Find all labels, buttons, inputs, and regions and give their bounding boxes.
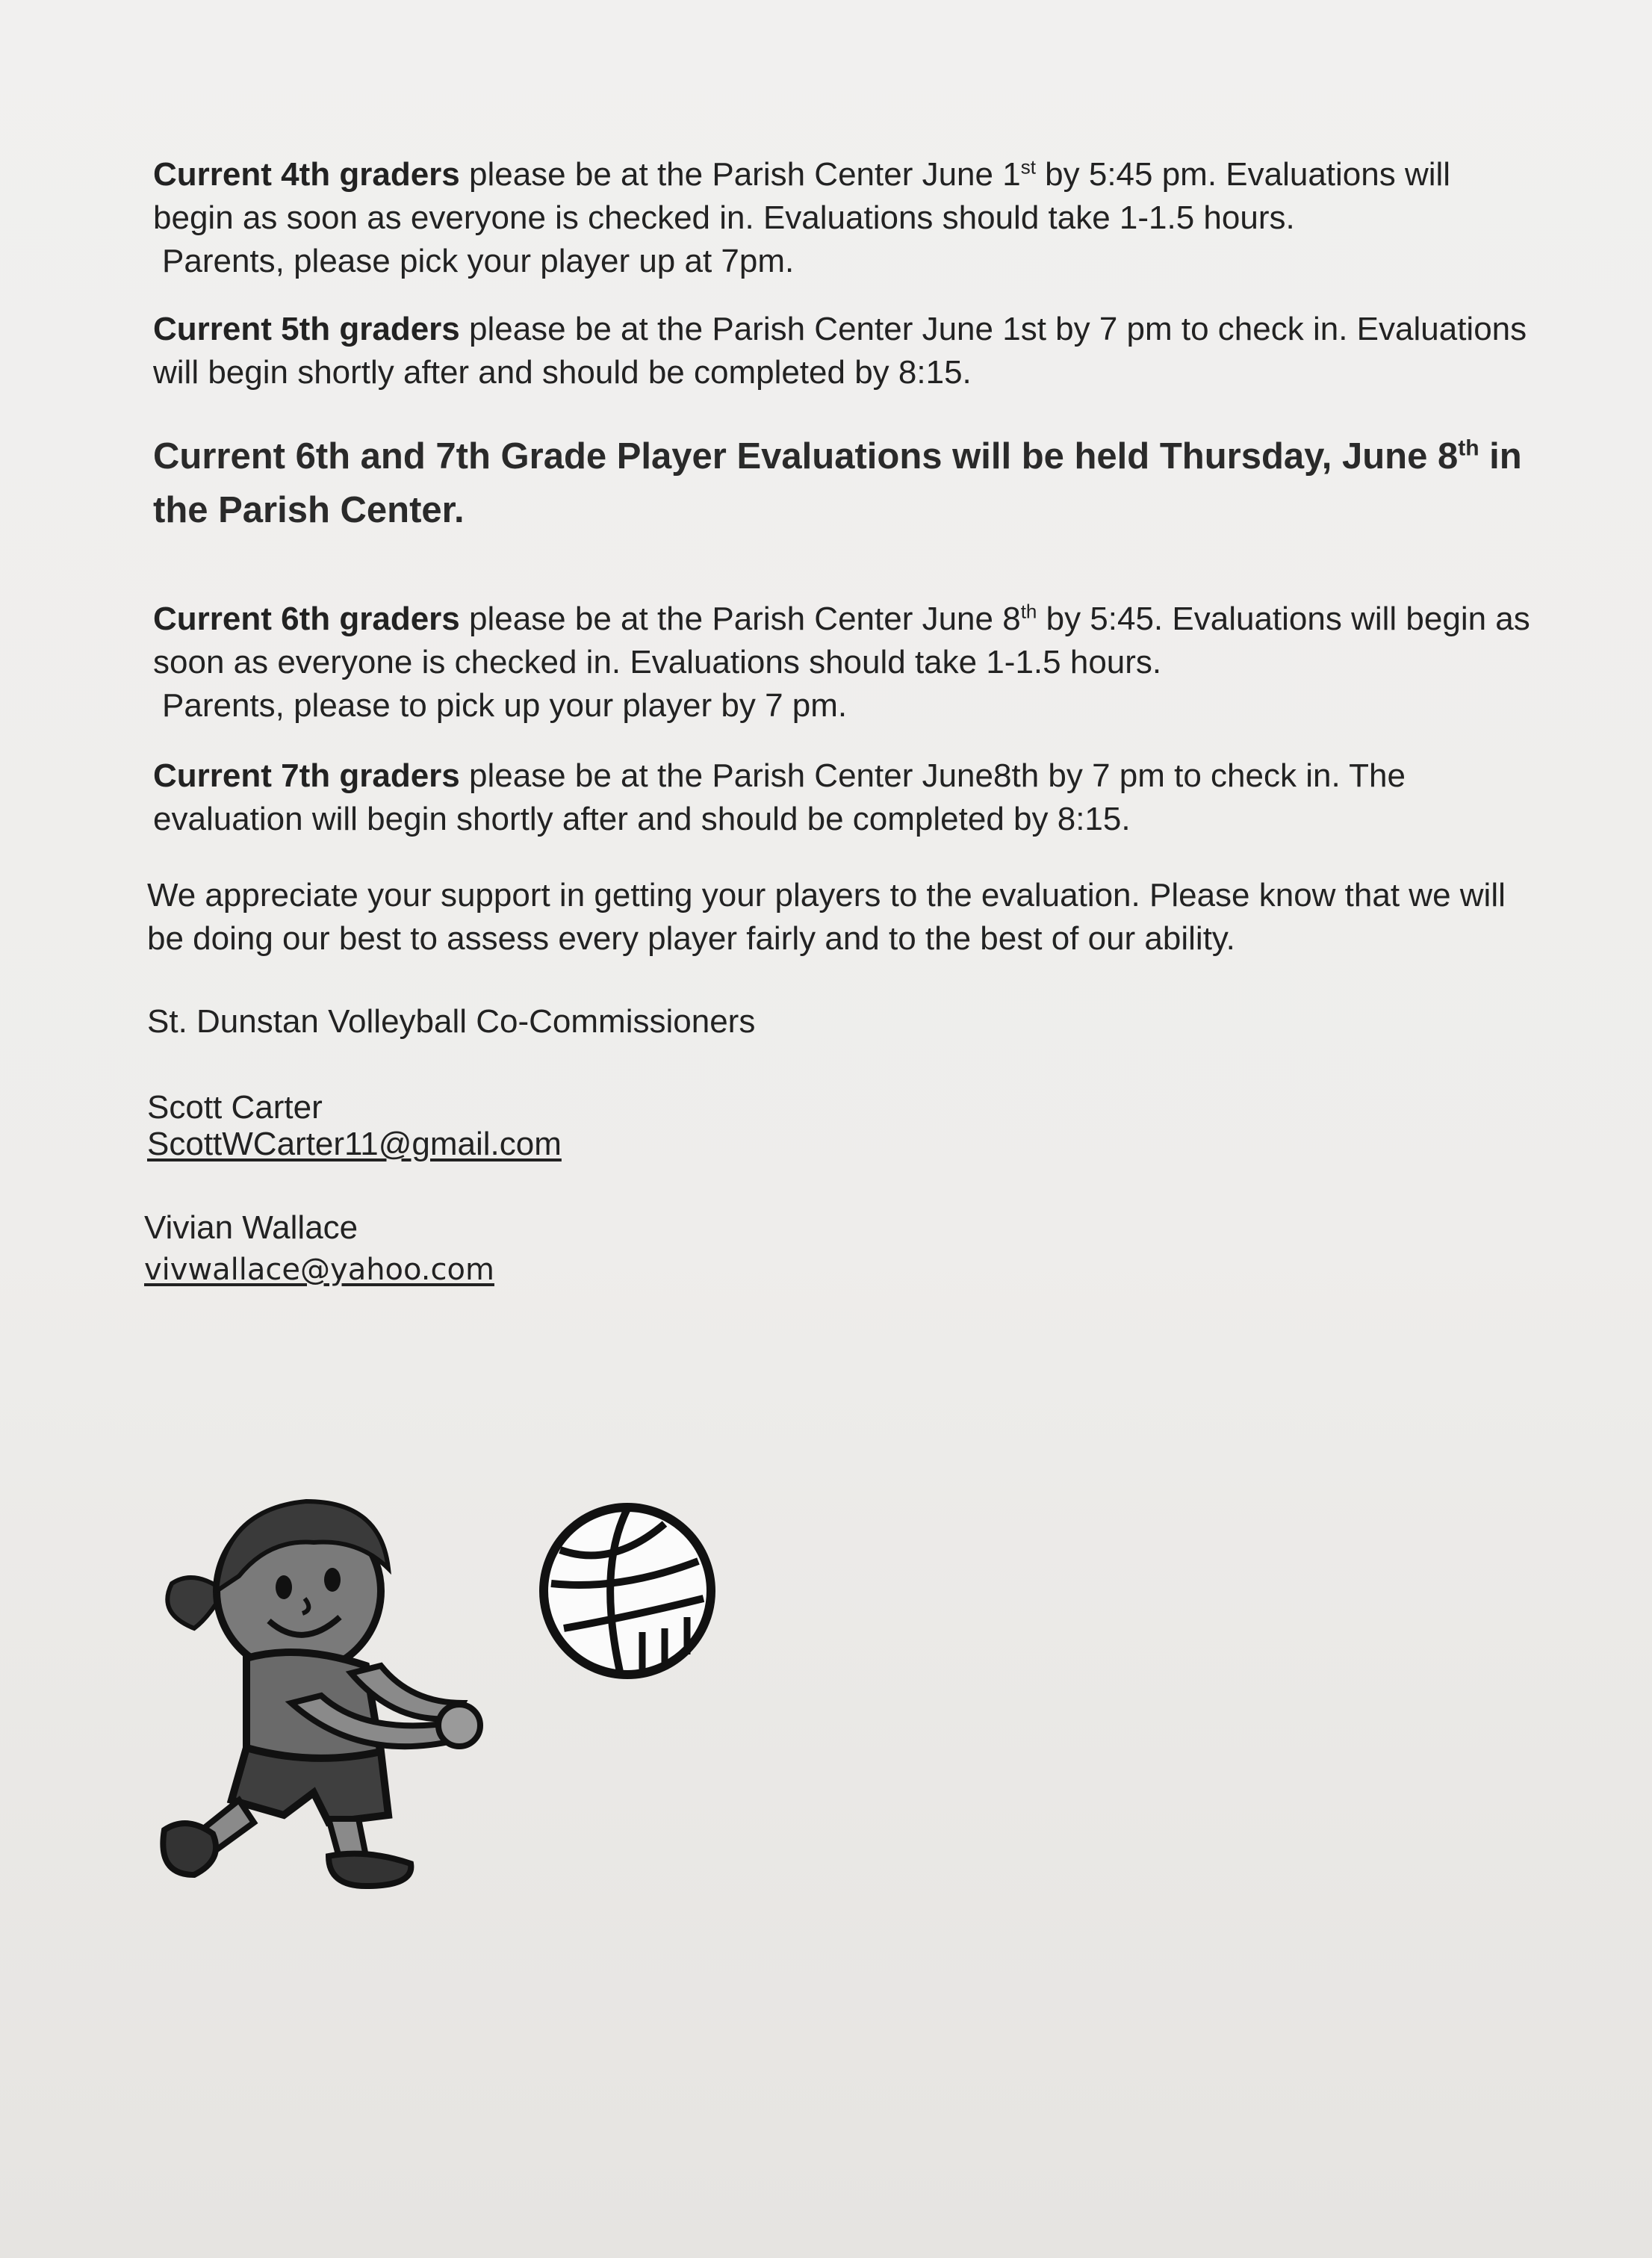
- paragraph-5th-graders: [153, 308, 1535, 394]
- paragraph-4th-graders: [153, 153, 1535, 283]
- contact-email-1[interactable]: ScottWCarter11@gmail.com: [147, 1126, 562, 1162]
- p3-text2: by 5:45. Evaluations will begin as soon as everyone is checked in. Evaluations should take 1-1.5 hours.: [153, 601, 1530, 680]
- volleyball-icon: [544, 1507, 711, 1675]
- bold-lead-4th: Current 4th graders: [153, 156, 460, 193]
- signoff: St. Dunstan Volleyball Co-Commissioners: [147, 1003, 756, 1040]
- p2-text: please be at the Parish Center June 1st by 7 pm to check in. Evaluations will begin shortly after and should be completed by 8:15.: [153, 311, 1527, 391]
- paragraph-6th-graders: [153, 598, 1535, 728]
- bold-lead-7th: Current 7th graders: [153, 757, 460, 794]
- bold-lead-5th: Current 5th graders: [153, 311, 460, 347]
- p1-text2: by 5:45 pm. Evaluations will begin as soon as everyone is checked in. Evaluations should take 1-1.5 hours.: [153, 156, 1451, 236]
- contact-name-1: Scott Carter: [147, 1089, 323, 1126]
- heading-text1: Current 6th and 7th Grade Player Evaluations will be held Thursday, June 8: [153, 436, 1459, 477]
- contact-email-2[interactable]: vivwallace@yahoo.com: [144, 1253, 494, 1287]
- volleyball-player-girl-icon: [142, 1479, 724, 1897]
- p3-sup: th: [1020, 600, 1037, 623]
- paragraph-appreciation: We appreciate your support in getting your players to the evaluation. Please know that we will be doing our best to assess every player fairly and to the best of our ability.: [147, 877, 1506, 957]
- heading-text2: in the Parish Center.: [153, 436, 1522, 530]
- evaluation-heading: [153, 429, 1535, 537]
- p3-text3: Parents, please to pick up your player by 7 pm.: [162, 687, 848, 724]
- p1-text3: Parents, please pick your player up at 7pm.: [162, 243, 795, 279]
- p4-text: please be at the Parish Center June8th by 7 pm to check in. The evaluation will begin shortly after and should be completed by 8:15.: [153, 757, 1406, 837]
- paragraph-7th-graders: [153, 754, 1535, 841]
- contact-name-2: Vivian Wallace: [144, 1209, 358, 1246]
- bold-lead-6th: Current 6th graders: [153, 601, 460, 637]
- p1-sup: st: [1020, 155, 1036, 179]
- p3-text1: please be at the Parish Center June 8: [459, 601, 1021, 637]
- p1-text1: please be at the Parish Center June 1: [459, 156, 1021, 193]
- heading-sup: th: [1458, 435, 1479, 461]
